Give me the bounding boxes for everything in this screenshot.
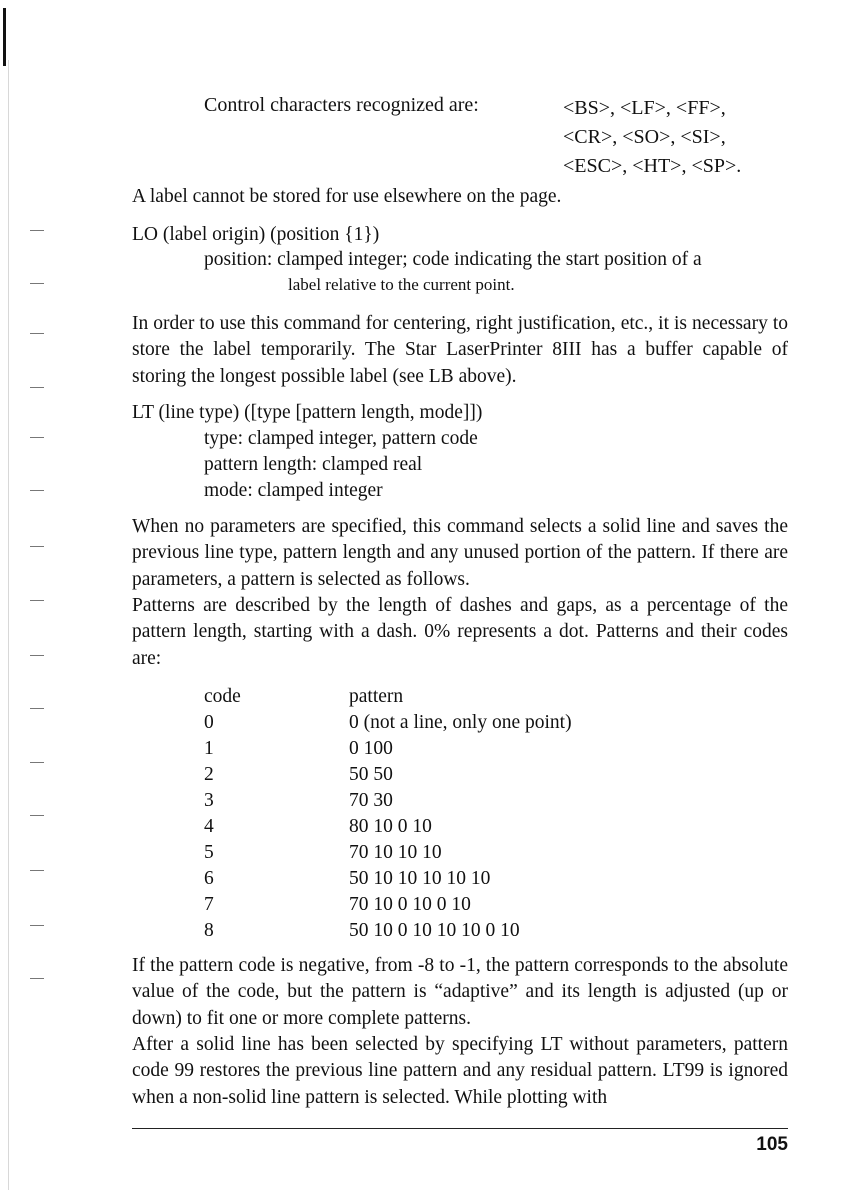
page-number: 105 (756, 1134, 788, 1155)
control-characters-line: <ESC>, <HT>, <SP>. (563, 155, 742, 177)
table-row (204, 736, 572, 762)
margin-tick (30, 546, 44, 547)
pattern-cell: 50 10 10 10 10 10 (349, 868, 491, 889)
label-note: A label cannot be stored for use elsewhere on the page. (132, 186, 562, 207)
code-cell: 2 (204, 764, 214, 785)
binding-rule (3, 8, 6, 66)
code-cell: 8 (204, 920, 214, 941)
pattern-column-header: pattern (349, 686, 404, 707)
control-characters-label: Control characters recognized are: (204, 94, 479, 116)
pattern-cell: 70 10 0 10 0 10 (349, 894, 471, 915)
pattern-cell: 70 30 (349, 790, 393, 811)
pattern-cell: 0 (not a line, only one point) (349, 712, 572, 733)
scan-edge (8, 60, 9, 1190)
table-row (204, 814, 572, 840)
pattern-table (204, 684, 572, 944)
code-cell: 4 (204, 816, 214, 837)
lo-position-param-cont: label relative to the current point. (288, 275, 515, 294)
margin-tick (30, 762, 44, 763)
lt-mode-param: mode: clamped integer (204, 480, 383, 501)
margin-tick (30, 708, 44, 709)
margin-tick (30, 230, 44, 231)
lo-description-paragraph: In order to use this command for centering, right justification, etc., it is necessary to store the label temporarily. The Star LaserPrinter 8III has a buffer capable of storing the longest possible label (see LB above). (132, 313, 788, 387)
margin-tick (30, 655, 44, 656)
code-cell: 1 (204, 738, 214, 759)
code-cell: 7 (204, 894, 214, 915)
margin-tick (30, 333, 44, 334)
table-header-row (204, 684, 572, 710)
pattern-cell: 50 10 0 10 10 10 0 10 (349, 920, 520, 941)
lo-command-heading: LO (label origin) (position {1}) (132, 224, 380, 245)
lo-position-param: position: clamped integer; code indicating the start position of a (204, 249, 702, 270)
table-row (204, 840, 572, 866)
margin-tick (30, 490, 44, 491)
lt-command-heading: LT (line type) ([type [pattern length, mode]]) (132, 402, 483, 423)
code-cell: 5 (204, 842, 214, 863)
margin-tick (30, 870, 44, 871)
pattern-cell: 50 50 (349, 764, 393, 785)
table-row (204, 762, 572, 788)
code-column-header: code (204, 686, 241, 707)
table-row (204, 866, 572, 892)
code-cell: 6 (204, 868, 214, 889)
control-characters-line: <BS>, <LF>, <FF>, (563, 97, 726, 119)
lt-description-paragraph: When no parameters are specified, this command selects a solid line and saves the previous line type, pattern length and any unused portion of the pattern. If there are parameters, a pattern is selected as follows. (132, 516, 788, 590)
lt-length-param: pattern length: clamped real (204, 454, 423, 475)
code-cell: 0 (204, 712, 214, 733)
lt-type-param: type: clamped integer, pattern code (204, 428, 478, 449)
margin-tick (30, 815, 44, 816)
table-row (204, 892, 572, 918)
pattern-cell: 0 100 (349, 738, 393, 759)
pattern-cell: 80 10 0 10 (349, 816, 432, 837)
table-row (204, 788, 572, 814)
margin-tick (30, 925, 44, 926)
patterns-paragraph: Patterns are described by the length of dashes and gaps, as a percentage of the pattern length, starting with a dash. 0% represents a dot. Patterns and their codes are: (132, 595, 788, 669)
margin-tick (30, 978, 44, 979)
solid-line-paragraph: After a solid line has been selected by specifying LT without parameters, pattern code 99 restores the previous line pattern and any residual pattern. LT99 is ignored when a non-solid line pattern is selected. While plotting with (132, 1034, 788, 1108)
code-cell: 3 (204, 790, 214, 811)
control-characters-line: <CR>, <SO>, <SI>, (563, 126, 726, 148)
footer-rule (132, 1128, 788, 1129)
control-characters-list (563, 94, 741, 181)
margin-tick (30, 437, 44, 438)
negative-code-paragraph: If the pattern code is negative, from -8 to -1, the pattern corresponds to the absolute value of the code, but the pattern is “adaptive” and its length is adjusted (up or down) to fit one or more complete patterns. (132, 955, 788, 1029)
margin-tick (30, 600, 44, 601)
margin-tick (30, 387, 44, 388)
margin-tick (30, 283, 44, 284)
table-row (204, 918, 572, 944)
table-row (204, 710, 572, 736)
pattern-cell: 70 10 10 10 (349, 842, 442, 863)
